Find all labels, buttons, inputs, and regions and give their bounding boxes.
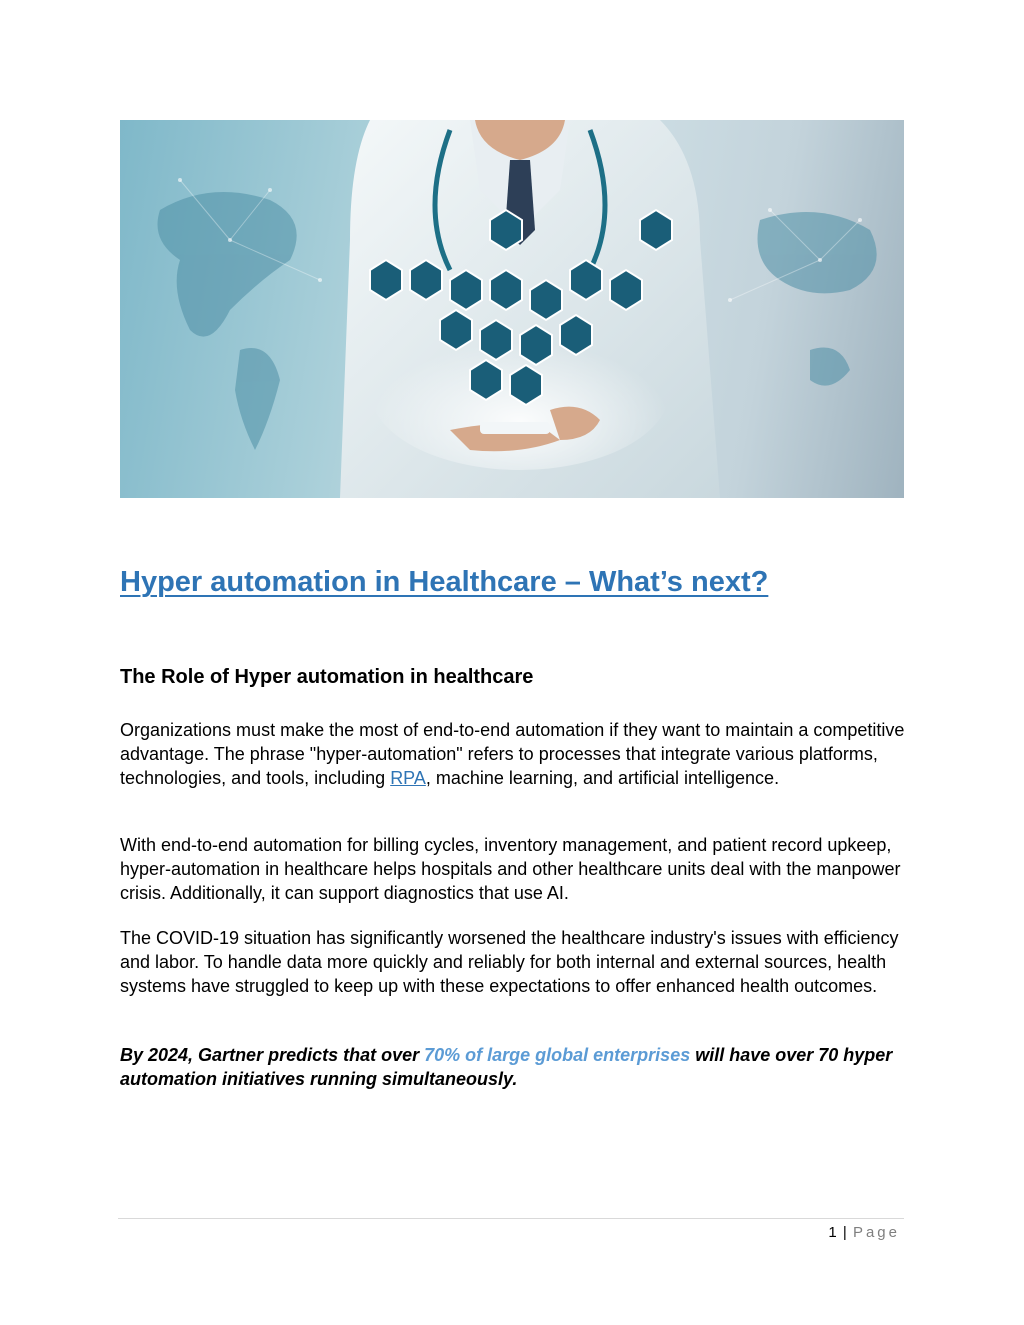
intro-text-end: , machine learning, and artificial intelligence. — [425, 768, 780, 788]
intro-text-start: Organizations must make the most of end-to-end automation if they want to maintain a competitive advantage. The phrase "hyper-automation" refers to processes that integrate various platforms, technologies, and tools, including — [120, 720, 905, 788]
page-label: Page — [852, 1224, 900, 1241]
covid-paragraph: The COVID-19 situation has significantly worsened the healthcare industry's issues with efficiency and labor. To handle data more quickly and reliably for both internal and external sources, health systems have struggled to keep up with these expectations to offer enhanced health outcomes. — [120, 928, 899, 996]
footer-separator: | — [842, 1224, 848, 1241]
prediction-text-end: will have over 70 hyper automation initiatives running simultaneously. — [120, 1045, 893, 1089]
page-title[interactable]: Hyper automation in Healthcare – What’s next? — [120, 566, 769, 598]
section-heading: The Role of Hyper automation in healthcare — [120, 666, 534, 688]
gartner-prediction — [120, 1043, 920, 1091]
page-footer — [828, 1224, 900, 1241]
intro-paragraph — [120, 718, 920, 790]
page-number: 1 — [828, 1224, 838, 1241]
automation-paragraph: With end-to-end automation for billing cycles, inventory management, and patient record upkeep, hyper-automation in healthcare helps hospitals and other healthcare units deal with the manpower crisis. Additionally, it can support diagnostics that use AI. — [120, 835, 901, 903]
hero-image — [120, 120, 904, 498]
rpa-link[interactable]: RPA — [390, 768, 426, 788]
doctor-healthcare-illustration — [120, 120, 904, 498]
prediction-highlight: 70% of large global enterprises — [424, 1045, 691, 1065]
prediction-text-start: By 2024, Gartner predicts that over — [120, 1045, 425, 1065]
footer-divider — [118, 1218, 904, 1219]
